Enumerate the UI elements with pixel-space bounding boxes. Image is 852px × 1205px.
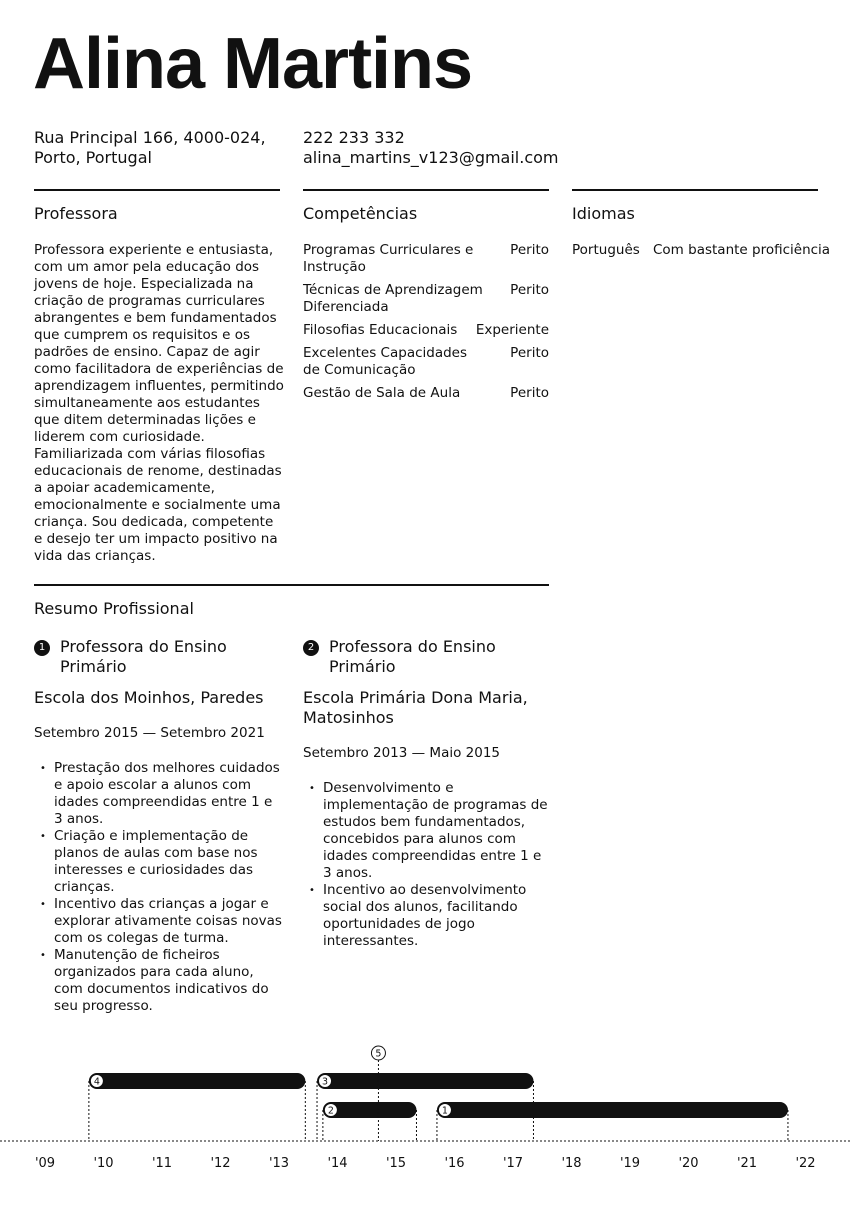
timeline-bar-label: 3: [322, 1076, 329, 1088]
job-entry: [34, 637, 284, 1015]
job-bullets: [34, 760, 284, 1015]
timeline-year-label: '16: [444, 1156, 465, 1171]
job-title: Professora do Ensino Primário: [60, 637, 227, 676]
skill-name: Gestão de Sala de Aula: [303, 385, 461, 401]
divider-skills: [303, 189, 549, 191]
timeline-year-label: '13: [268, 1156, 290, 1171]
skill-row: [303, 282, 549, 316]
skill-name: Filosofias Educacionais: [303, 322, 458, 338]
skill-name: Excelentes Capacidades de Comunicação: [303, 345, 468, 378]
timeline-bar: [89, 1073, 305, 1089]
address-line-2: Porto, Portugal: [34, 148, 152, 167]
timeline-point-label: 5: [375, 1048, 382, 1060]
divider-profile: [34, 189, 280, 191]
skill-level: Perito: [510, 385, 549, 401]
job-bullet: • Incentivo das crianças a jogar e explorar ativamente coisas novas com os colegas de turma.: [34, 896, 284, 947]
timeline-year-label: '19: [619, 1156, 641, 1171]
skill-level: Perito: [510, 242, 549, 258]
timeline-graphic: [0, 1035, 852, 1195]
timeline-year-label: '17: [502, 1156, 524, 1171]
profile-text: Professora experiente e entusiasta, com um amor pela educação dos jovens de hoje. Especializada na criação de programas curriculares abrangentes e bem fundamentados que cumprem os requisitos e os padrões de ensino. Capaz de agir como facilitadora de experiências de aprendizagem influentes, permitindo simultaneamente aos estudantes que ditem determinadas lições e liderem com curiosidade. Familiarizada com várias filosofias educacionais de renome, destinadas a apoiar academicamente, emocionalmente e socialmente uma criança. Sou dedicada, competente e desejo ter um impacto positivo na vida das crianças.: [34, 242, 284, 564]
divider-experience: [34, 584, 549, 586]
address-block: [34, 128, 266, 168]
candidate-name: Alina Martins: [33, 24, 473, 104]
job-dates: Setembro 2013 — Maio 2015: [303, 745, 501, 761]
timeline-year-label: '12: [210, 1156, 231, 1171]
job-entry: [303, 637, 553, 950]
language-name: Português: [572, 242, 640, 258]
timeline-year-label: '20: [678, 1156, 699, 1171]
phone-number: 222 233 332: [303, 128, 405, 147]
timeline-year-label: '22: [795, 1156, 816, 1171]
languages-title: Idiomas: [572, 204, 635, 223]
skills-list: [303, 242, 549, 408]
timeline-bar: [317, 1073, 533, 1089]
timeline-bar-label: 4: [93, 1076, 100, 1088]
timeline-year-label: '14: [327, 1156, 348, 1171]
email-address[interactable]: alina_martins_v123@gmail.com: [303, 148, 559, 167]
language-level: Com bastante proficiência: [653, 242, 831, 258]
timeline-bar-label: 1: [441, 1105, 448, 1117]
timeline-year-label: '18: [561, 1156, 582, 1171]
job-company: Escola dos Moinhos, Paredes: [34, 688, 264, 707]
job-title: Professora do Ensino Primário: [329, 637, 496, 676]
experience-title: Resumo Profissional: [34, 599, 194, 618]
job-company: Escola Primária Dona Maria, Matosinhos: [303, 688, 528, 727]
language-row: [572, 242, 832, 259]
job-bullet: • Criação e implementação de planos de aulas com base nos interesses e curiosidades das crianças.: [34, 828, 284, 896]
job-bullets: [303, 780, 553, 950]
contact-block: [303, 128, 559, 168]
skill-row: [303, 322, 549, 339]
job-bullet: • Prestação dos melhores cuidados e apoio escolar a alunos com idades compreendidas entre 1 e 3 anos.: [34, 760, 284, 828]
timeline-year-label: '15: [385, 1156, 407, 1171]
skills-title: Competências: [303, 204, 418, 223]
skill-level: Perito: [510, 345, 549, 361]
timeline-bar: [437, 1102, 788, 1118]
skill-row: [303, 242, 549, 276]
skill-name: Técnicas de Aprendizagem Diferenciada: [303, 282, 483, 315]
address-line-1: Rua Principal 166, 4000-024,: [34, 128, 266, 147]
job-dates: Setembro 2015 — Setembro 2021: [34, 725, 265, 741]
job-bullet: • Manutenção de ficheiros organizados para cada aluno, com documentos indicativos do seu progresso.: [34, 947, 284, 1015]
skill-level: Experiente: [475, 322, 549, 338]
timeline-year-label: '21: [736, 1156, 758, 1171]
profile-title: Professora: [34, 204, 118, 223]
skill-row: [303, 345, 549, 379]
timeline-year-label: '09: [34, 1156, 56, 1171]
job-number-badge: 2: [303, 640, 319, 656]
job-bullet: • Desenvolvimento e implementação de programas de estudos bem fundamentados, concebidos para alunos com idades compreendidas entre 1 e 3 anos.: [303, 780, 553, 882]
skill-level: Perito: [510, 282, 549, 298]
career-timeline: [0, 1035, 852, 1195]
timeline-year-label: '11: [151, 1156, 173, 1171]
job-bullet: • Incentivo ao desenvolvimento social dos alunos, facilitando oportunidades de jogo interessantes.: [303, 882, 553, 950]
job-number-badge: 1: [34, 640, 50, 656]
skill-row: [303, 385, 549, 402]
timeline-year-label: '10: [93, 1156, 114, 1171]
timeline-bar-label: 2: [327, 1105, 334, 1117]
divider-languages: [572, 189, 818, 191]
skill-name: Programas Curriculares e Instrução: [303, 242, 474, 275]
